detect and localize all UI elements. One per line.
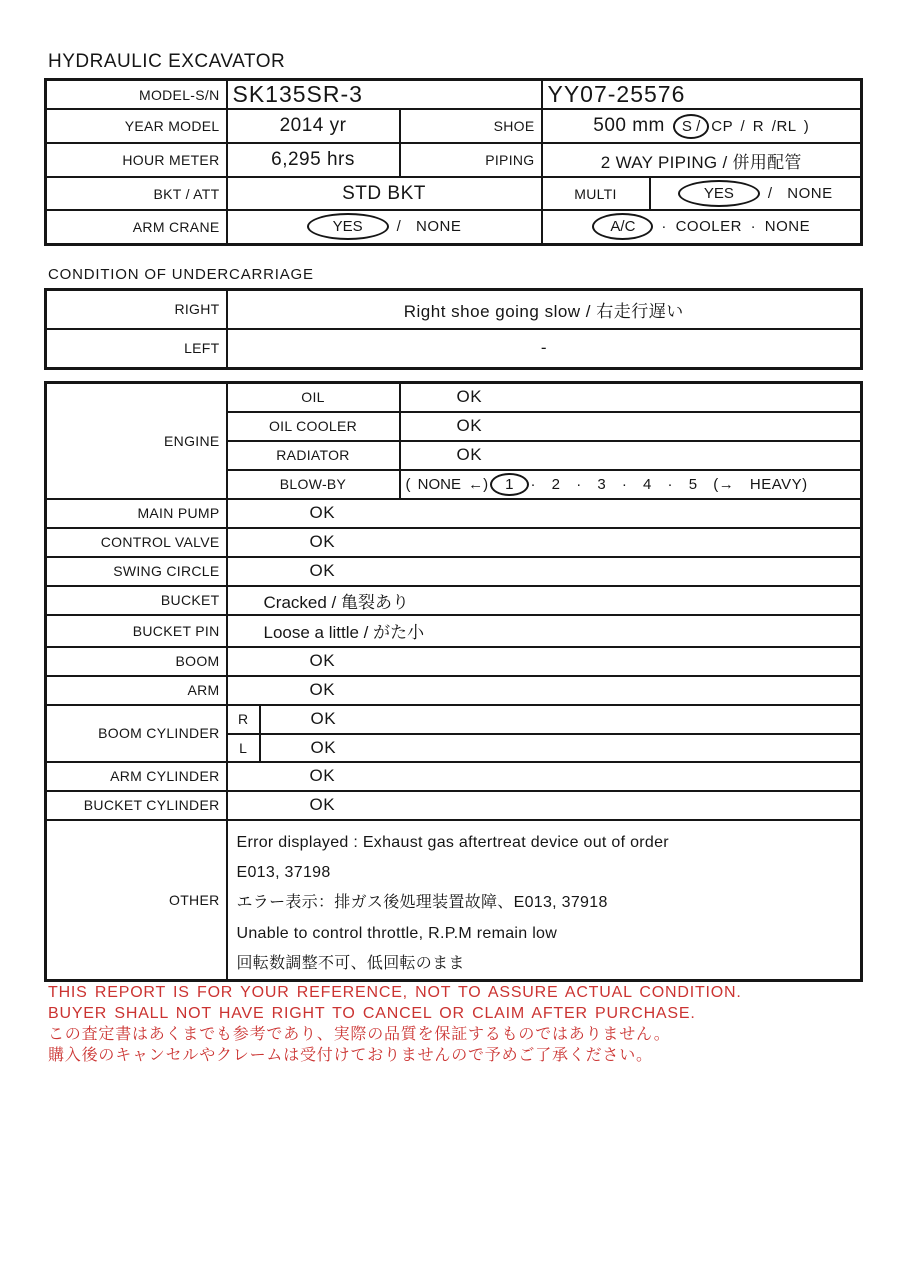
- ac-circled-value: A/C: [610, 218, 636, 236]
- bucket-pin-label: BUCKET PIN: [46, 615, 227, 647]
- blowby-label: BLOW-BY: [227, 470, 400, 499]
- other-note-line: E013, 37198: [236, 863, 331, 881]
- row-bucket-pin: [46, 615, 862, 647]
- boom-cylinder-label: BOOM CYLINDER: [46, 705, 227, 762]
- bkt-value: STD BKT: [227, 177, 542, 210]
- boom-label: BOOM: [46, 647, 227, 676]
- piping-label: PIPING: [400, 143, 542, 177]
- engine-radiator-value: OK: [400, 441, 862, 470]
- main-pump-label: MAIN PUMP: [46, 499, 227, 528]
- spec-row-year-shoe: [46, 109, 862, 143]
- bucket-cylinder-label: BUCKET CYLINDER: [46, 791, 227, 820]
- bucket-label: BUCKET: [46, 586, 227, 615]
- disclaimer-line: BUYER SHALL NOT HAVE RIGHT TO CANCEL OR CLAIM AFTER PURCHASE.: [48, 1005, 696, 1022]
- blowby-rating-circle: [490, 473, 528, 496]
- row-control-valve: [46, 528, 862, 557]
- left-label: LEFT: [46, 329, 227, 369]
- row-swing-circle: [46, 557, 862, 586]
- page-title: HYDRAULIC EXCAVATOR: [48, 51, 286, 72]
- year-value: 2014 yr: [227, 109, 400, 143]
- spec-row-armcrane-ac: [46, 210, 862, 244]
- row-arm: [46, 676, 862, 705]
- row-bucket-cylinder: [46, 791, 862, 820]
- shoe-options: CP / R /RL ): [711, 117, 810, 135]
- shoe-value: [542, 109, 862, 143]
- boom-cylinder-r-value: OK: [260, 705, 862, 734]
- bkt-att-label: BKT / ATT: [46, 177, 227, 210]
- row-boom-cylinder-r: [46, 705, 862, 734]
- row-arm-cylinder: [46, 762, 862, 791]
- year-model-label: YEAR MODEL: [46, 109, 227, 143]
- arm-crane-rest: / NONE: [396, 218, 462, 236]
- engine-radiator-label: RADIATOR: [227, 441, 400, 470]
- engine-oil-label: OIL: [227, 383, 400, 412]
- multi-rest: / NONE: [767, 185, 833, 202]
- other-note-line: Unable to control throttle, R.P.M remain low: [236, 924, 558, 942]
- control-valve-value: OK: [227, 528, 862, 557]
- bucket-pin-value: Loose a little / がた小: [227, 615, 862, 647]
- arm-crane-circled-value: YES: [332, 218, 363, 236]
- control-valve-label: CONTROL VALVE: [46, 528, 227, 557]
- ac-circle: [592, 213, 653, 240]
- spec-row-hour-piping: [46, 143, 862, 177]
- arm-crane-label: ARM CRANE: [46, 210, 227, 244]
- boom-cylinder-r-label: R: [227, 705, 260, 734]
- engine-oil-cooler-value: OK: [400, 412, 862, 441]
- swing-circle-label: SWING CIRCLE: [46, 557, 227, 586]
- arm-crane-value: [227, 210, 542, 244]
- row-other: [46, 820, 862, 981]
- undercarriage-row-left: [46, 329, 862, 369]
- boom-cylinder-l-value: OK: [260, 734, 862, 762]
- shoe-type-circled-value: S /: [681, 117, 701, 135]
- spec-row-bkt-multi: [46, 177, 862, 210]
- right-condition: Right shoe going slow / 右走行遅い: [227, 290, 862, 329]
- model-value: SK135SR-3: [227, 80, 542, 110]
- arm-crane-yes-circle: [307, 213, 389, 240]
- engine-label: ENGINE: [46, 383, 227, 499]
- undercarriage-row-right: [46, 290, 862, 329]
- disclaimer-line: THIS REPORT IS FOR YOUR REFERENCE, NOT TO ASSURE ACTUAL CONDITION.: [48, 984, 742, 1001]
- blowby-circled-value: 1: [505, 475, 514, 493]
- hour-meter-label: HOUR METER: [46, 143, 227, 177]
- disclaimer-block: [48, 982, 742, 1066]
- bucket-cylinder-value: OK: [227, 791, 862, 820]
- ac-value: [542, 210, 862, 244]
- spec-table: [44, 78, 863, 246]
- row-bucket: [46, 586, 862, 615]
- multi-label: MULTI: [542, 177, 650, 210]
- shoe-type-circle: [673, 114, 709, 139]
- shoe-label: SHOE: [400, 109, 542, 143]
- arm-value: OK: [227, 676, 862, 705]
- right-label: RIGHT: [46, 290, 227, 329]
- undercarriage-table: [44, 288, 863, 370]
- ac-rest: · COOLER · NONE: [661, 218, 811, 236]
- disclaimer-line: この査定書はあくまでも参考であり、実際の品質を保証するものではありません。: [48, 1026, 671, 1043]
- engine-oil-cooler-label: OIL COOLER: [227, 412, 400, 441]
- left-condition: -: [227, 329, 862, 369]
- model-sn-label: MODEL-S/N: [46, 80, 227, 110]
- multi-value: [650, 177, 862, 210]
- arm-label: ARM: [46, 676, 227, 705]
- other-label: OTHER: [46, 820, 227, 981]
- shoe-size: 500 mm: [593, 114, 665, 136]
- main-pump-value: OK: [227, 499, 862, 528]
- boom-value: OK: [227, 647, 862, 676]
- row-main-pump: [46, 499, 862, 528]
- multi-yes-circle: [678, 180, 760, 207]
- serial-value: YY07-25576: [542, 80, 862, 110]
- boom-cylinder-l-label: L: [227, 734, 260, 762]
- spec-row-model: [46, 80, 862, 110]
- engine-row-oil: [46, 383, 862, 412]
- hour-meter-value: 6,295 hrs: [227, 143, 400, 177]
- bucket-value: Cracked / 亀裂あり: [227, 586, 862, 615]
- blowby-none-end: ( NONE ←): [405, 475, 489, 493]
- undercarriage-section-title: CONDITION OF UNDERCARRIAGE: [48, 266, 314, 283]
- blowby-scale: [400, 470, 862, 499]
- other-note-line: 回転数調整不可、低回転のまま: [236, 955, 465, 973]
- arm-cylinder-label: ARM CYLINDER: [46, 762, 227, 791]
- other-notes: [227, 820, 862, 981]
- piping-value: 2 WAY PIPING / 併用配管: [542, 143, 862, 177]
- engine-oil-value: OK: [400, 383, 862, 412]
- other-note-line: エラー表示：排ガス後処理装置故障、E013, 37918: [236, 894, 608, 912]
- other-note-line: Error displayed : Exhaust gas aftertreat device out of order: [236, 833, 669, 851]
- blowby-heavy-end: · 2 · 3 · 4 · 5 (→ HEAVY): [530, 475, 808, 493]
- inspection-table: [44, 381, 863, 982]
- swing-circle-value: OK: [227, 557, 862, 586]
- arm-cylinder-value: OK: [227, 762, 862, 791]
- row-boom: [46, 647, 862, 676]
- disclaimer-line: 購入後のキャンセルやクレームは受付けておりませんので予めご了承ください。: [48, 1047, 653, 1064]
- multi-circled-value: YES: [703, 185, 734, 202]
